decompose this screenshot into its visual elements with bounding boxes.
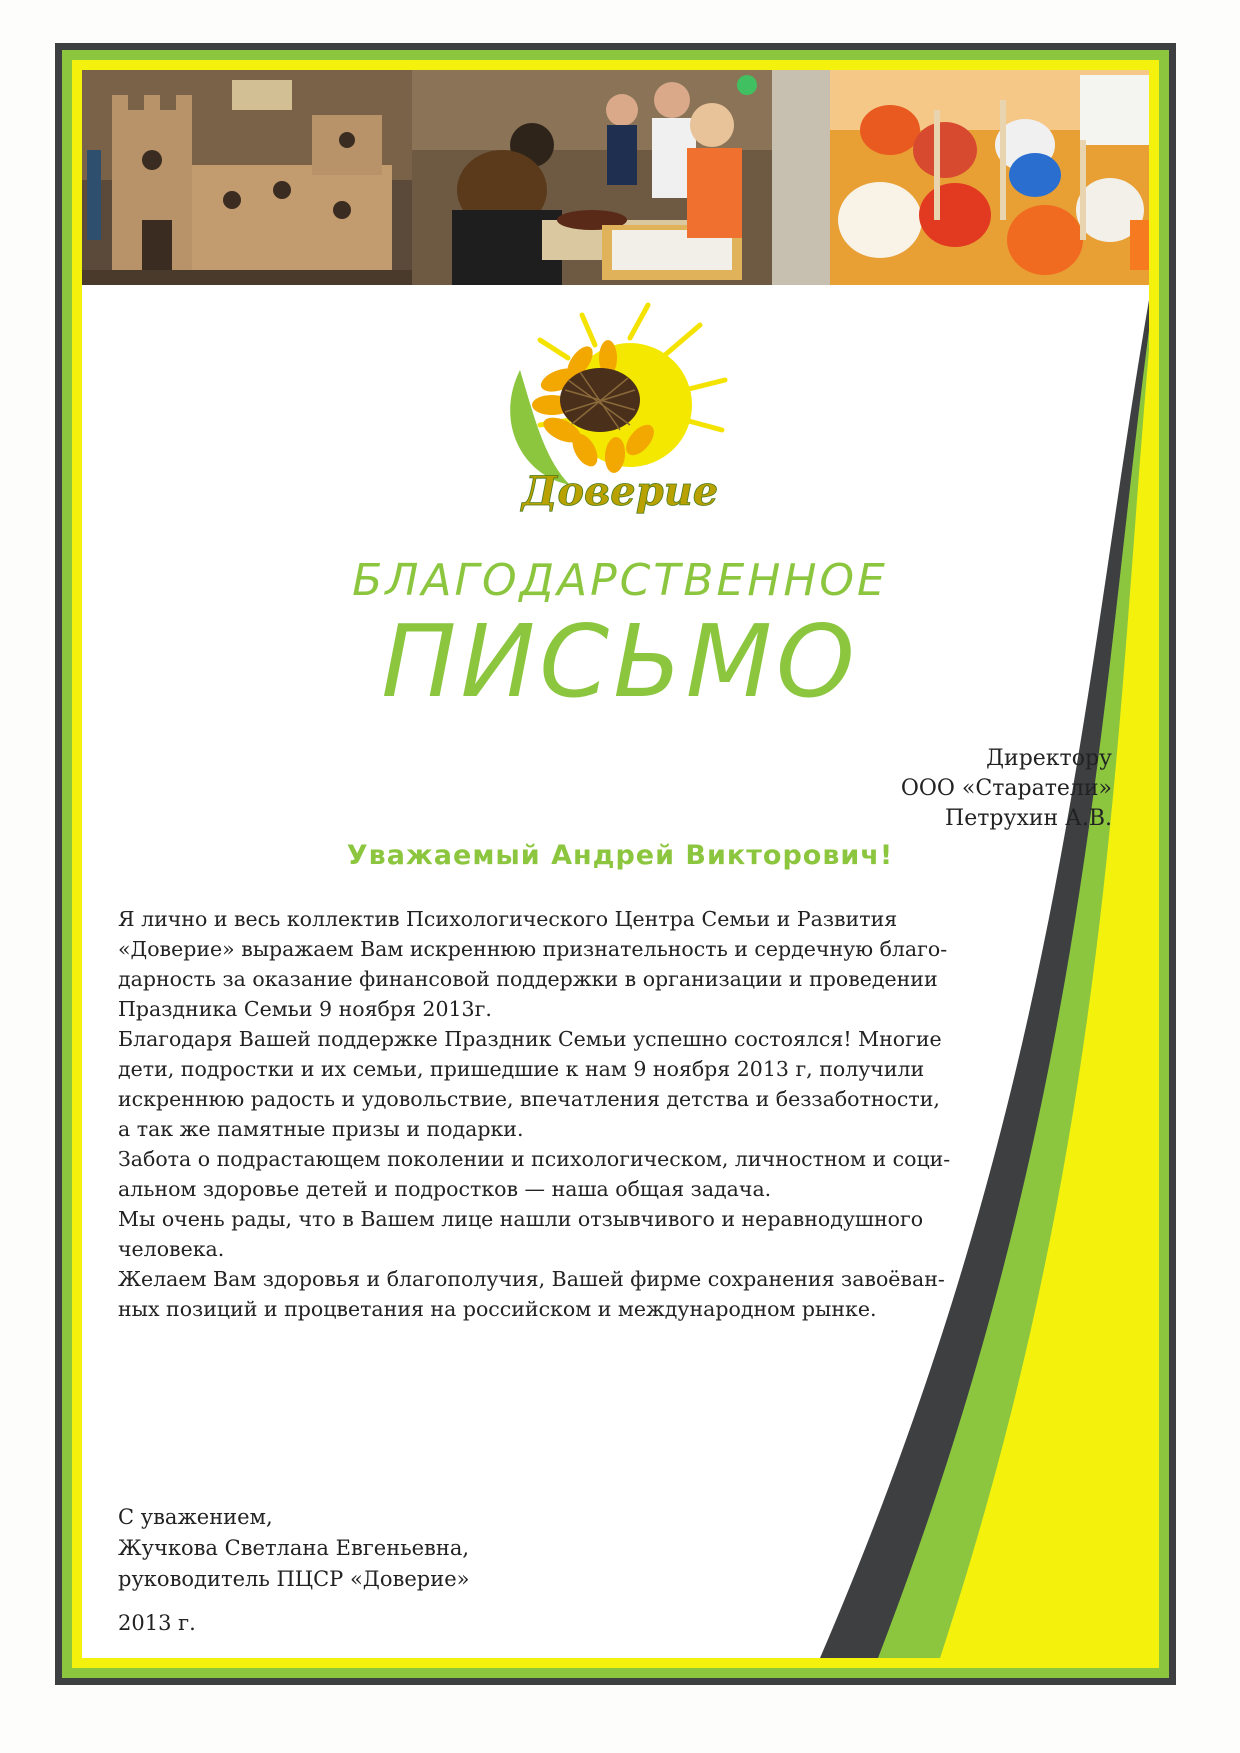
signer-position: руководитель ПЦСР «Доверие» bbox=[118, 1567, 470, 1591]
letter-year: 2013 г. bbox=[118, 1611, 196, 1635]
photo-strip bbox=[82, 70, 1149, 285]
recipient-company: ООО «Старатели» bbox=[900, 776, 1112, 801]
greeting: Уважаемый Андрей Викторович! bbox=[346, 840, 894, 871]
logo-text: Доверие bbox=[521, 468, 719, 515]
closing-block bbox=[118, 1502, 469, 1595]
body-line: альном здоровье детей и подростков — наша общая задача. bbox=[118, 1177, 772, 1201]
body-line: Я лично и весь коллектив Психологического Центра Семьи и Развития bbox=[118, 907, 898, 931]
signer-name: Жучкова Светлана Евгеньевна, bbox=[118, 1536, 470, 1560]
recipient-block bbox=[901, 744, 1112, 834]
body-line: «Доверие» выражаем Вам искреннюю признательность и сердечную благо- bbox=[118, 937, 948, 961]
body-line: Благодаря Вашей поддержке Праздник Семьи успешно состоялся! Многие bbox=[118, 1027, 942, 1051]
body-line: Праздника Семьи 9 ноября 2013г. bbox=[118, 997, 492, 1021]
doverie-logo bbox=[500, 300, 740, 530]
body-line: дети, подростки и их семьи, пришедшие к нам 9 ноября 2013 г, получили bbox=[118, 1057, 925, 1081]
closing-regards: С уважением, bbox=[118, 1505, 273, 1529]
recipient-position: Директору bbox=[986, 746, 1112, 771]
photo-children-activity bbox=[412, 70, 830, 285]
body-line: искреннюю радость и удовольствие, впечатления детства и беззаботности, bbox=[118, 1087, 940, 1111]
photo-cardboard-castle bbox=[82, 70, 412, 285]
title-line-2: ПИСЬМО bbox=[381, 603, 859, 720]
letter-body bbox=[118, 904, 1078, 1324]
recipient-name: Петрухин А.В. bbox=[945, 806, 1112, 831]
body-line: Желаем Вам здоровья и благополучия, Вашей фирме сохранения завоёван- bbox=[118, 1267, 945, 1291]
body-line: человека. bbox=[118, 1237, 225, 1261]
body-line: Мы очень рады, что в Вашем лице нашли отзывчивого и неравнодушного bbox=[118, 1207, 924, 1231]
body-line: Забота о подрастающем поколении и психологическом, личностном и соци- bbox=[118, 1147, 951, 1171]
body-line: а так же памятные призы и подарки. bbox=[118, 1117, 524, 1141]
photo-paint-cups bbox=[830, 70, 1149, 285]
body-line: ных позиций и процветания на российском и международном рынке. bbox=[118, 1297, 877, 1321]
body-line: дарность за оказание финансовой поддержки в организации и проведении bbox=[118, 967, 938, 991]
title-line-1: БЛАГОДАРСТВЕННОЕ bbox=[352, 555, 888, 606]
